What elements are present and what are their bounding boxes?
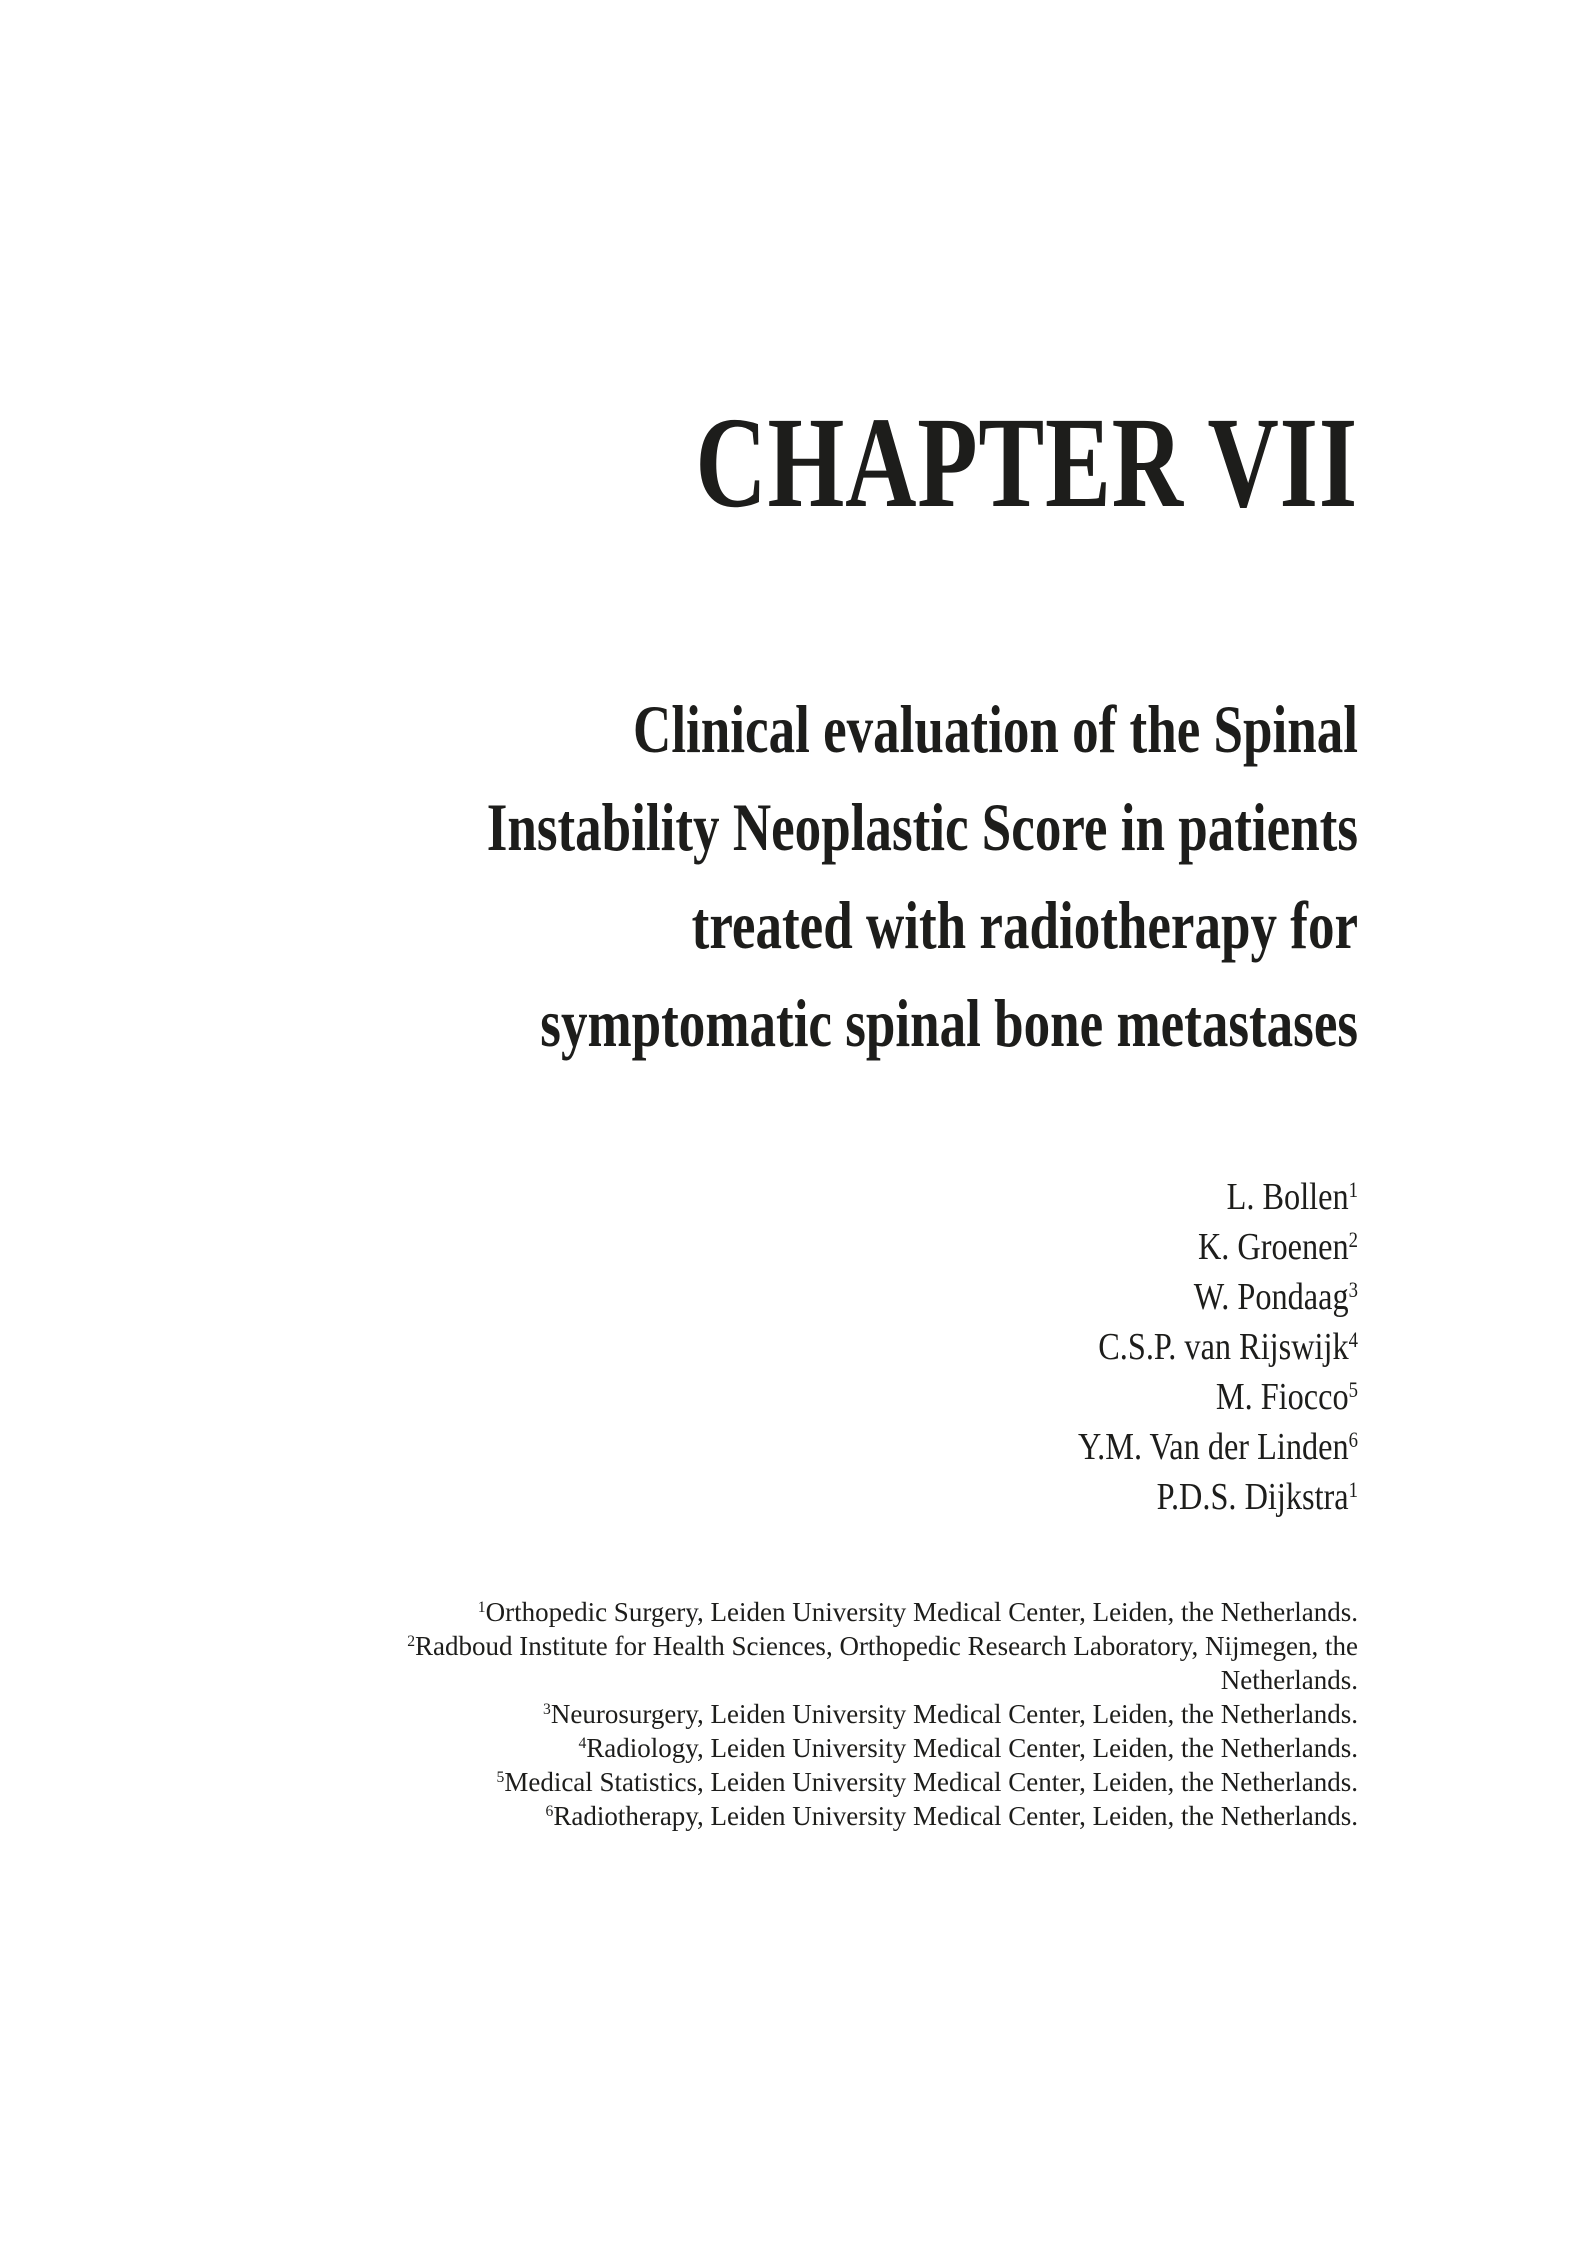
author-name: L. Bollen	[1226, 1176, 1349, 1218]
author-affiliation-ref: 5	[1348, 1376, 1358, 1402]
author-affiliation-ref: 6	[1348, 1426, 1358, 1452]
affiliation-number: 5	[496, 1769, 505, 1787]
author-name: W. Pondaag	[1193, 1276, 1349, 1318]
affiliation-line	[100, 1697, 1358, 1731]
author-name: C.S.P. van Rijswijk	[1098, 1326, 1349, 1368]
author-affiliation-ref: 2	[1348, 1226, 1358, 1252]
author-entry	[289, 1372, 1358, 1422]
affiliation-text: Radiology, Leiden University Medical Center, Leiden, the Netherlands.	[586, 1733, 1358, 1763]
author-entry	[289, 1322, 1358, 1372]
chapter-title-line: Instability Neoplastic Score in patients	[486, 789, 1358, 865]
chapter-heading: CHAPTER VII	[695, 391, 1358, 535]
affiliation-text: Radboud Institute for Health Sciences, Orthopedic Research Laboratory, Nijmegen, the	[415, 1631, 1358, 1661]
author-entry	[289, 1222, 1358, 1272]
affiliation-line	[100, 1765, 1358, 1799]
affiliation-number: 3	[543, 1701, 551, 1719]
author-entry	[289, 1472, 1358, 1522]
affiliation-line	[100, 1595, 1358, 1629]
author-entry	[289, 1172, 1358, 1222]
author-name: M. Fiocco	[1215, 1376, 1349, 1418]
author-affiliation-ref: 4	[1348, 1326, 1358, 1352]
affiliation-line	[100, 1629, 1358, 1663]
chapter-title-line: Clinical evaluation of the Spinal	[633, 691, 1358, 767]
chapter-title-line: symptomatic spinal bone metastases	[540, 985, 1358, 1061]
affiliation-number: 2	[407, 1633, 416, 1651]
chapter-title	[100, 680, 1358, 1072]
affiliation-text: Netherlands.	[1220, 1665, 1358, 1695]
author-entry	[289, 1422, 1358, 1472]
chapter-title-line: treated with radiotherapy for	[691, 887, 1358, 963]
author-list	[100, 1172, 1358, 1522]
affiliation-line	[100, 1663, 1358, 1697]
author-affiliation-ref: 1	[1348, 1176, 1358, 1202]
author-affiliation-ref: 1	[1348, 1476, 1358, 1502]
author-affiliation-ref: 3	[1348, 1276, 1358, 1302]
affiliation-number: 4	[578, 1735, 587, 1753]
affiliation-line	[100, 1731, 1358, 1765]
author-name: K. Groenen	[1197, 1226, 1349, 1268]
affiliation-number: 1	[477, 1599, 486, 1617]
affiliation-text: Neurosurgery, Leiden University Medical Center, Leiden, the Netherlands.	[550, 1699, 1358, 1729]
affiliation-text: Orthopedic Surgery, Leiden University Medical Center, Leiden, the Netherlands.	[485, 1597, 1358, 1627]
affiliation-line	[100, 1799, 1358, 1833]
affiliation-text: Medical Statistics, Leiden University Medical Center, Leiden, the Netherlands.	[504, 1767, 1358, 1797]
author-entry	[289, 1272, 1358, 1322]
author-name: P.D.S. Dijkstra	[1156, 1476, 1349, 1518]
affiliation-number: 6	[545, 1803, 554, 1821]
affiliation-list	[100, 1595, 1358, 1833]
affiliation-text: Radiotherapy, Leiden University Medical Center, Leiden, the Netherlands.	[553, 1801, 1358, 1831]
author-name: Y.M. Van der Linden	[1077, 1426, 1349, 1468]
